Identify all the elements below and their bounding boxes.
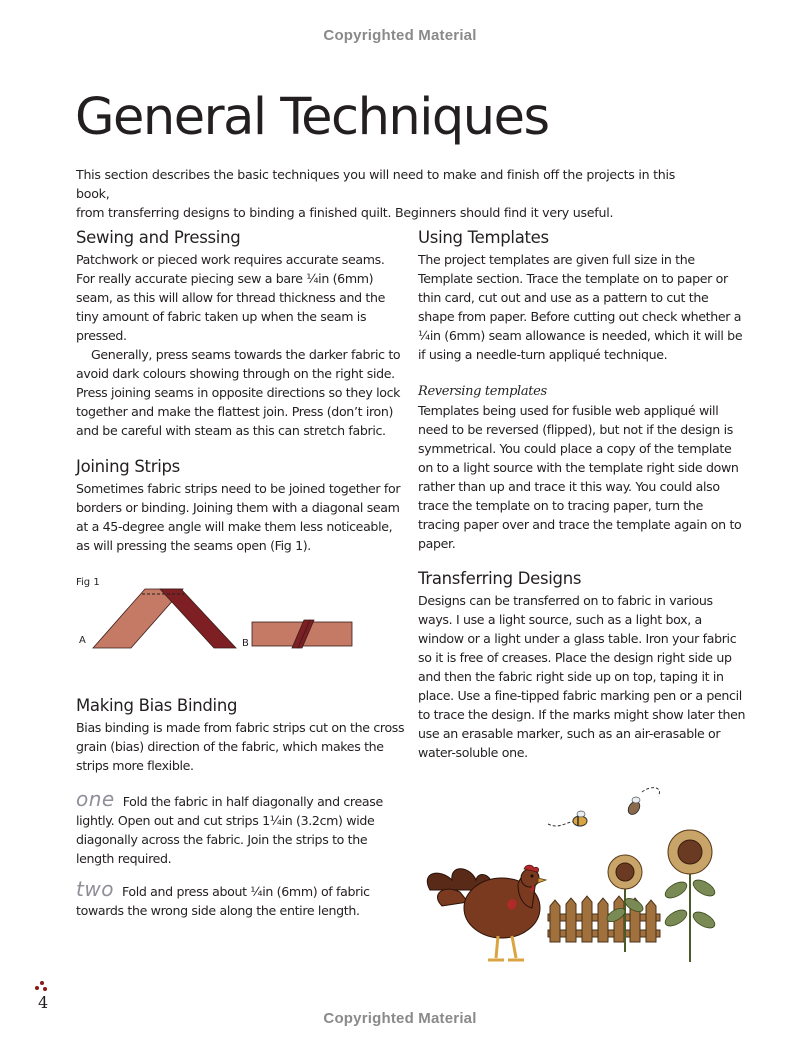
page-number: 4	[38, 993, 49, 1012]
section-transferring-designs	[418, 569, 748, 762]
sewing-para-2: Generally, press seams towards the darker fabric to avoid dark colours showing through on the right side. Press joining seams in opposite directions so they lock together and make the flattest join. Press (don’t iron) and be careful with steam as this can stretch fabric.	[76, 347, 401, 438]
intro-text	[76, 165, 696, 222]
picket-fence-icon	[548, 896, 660, 942]
heading-sewing-pressing: Sewing and Pressing	[76, 228, 241, 247]
step-text-two: Fold and press about ¼in (6mm) of fabric towards the wrong side along the entire length.	[76, 884, 370, 918]
left-column	[76, 228, 406, 555]
transferring-para: Designs can be transferred on to fabric in various ways. I use a light source, such as a light box, a window or a light under a glass table. Iron your fabric so it is free of creases. Place the design right side up and then the fabric right side up on top, taping it in place. Use a fine-tipped fabric marking pen or a pencil to trace the design. If the marks might show later then use an erasable marker, such as an air-erasable or water-soluble one.	[418, 593, 746, 760]
intro-line-1: This section describes the basic techniques you will need to make and finish off the projects in this book,	[76, 167, 676, 201]
figure-label: Fig 1	[76, 577, 100, 588]
rooster-icon	[427, 865, 546, 960]
heading-joining-strips: Joining Strips	[76, 457, 180, 476]
decorative-dots-icon	[33, 978, 49, 992]
section-joining-strips	[76, 457, 406, 555]
right-column	[418, 228, 748, 762]
section-sewing-pressing	[76, 228, 406, 440]
sunflower-icon	[663, 830, 718, 962]
bias-step-2	[76, 877, 406, 920]
subheading-reversing-templates: Reversing templates	[418, 384, 547, 399]
step-text-one: Fold the fabric in half diagonally and crease lightly. Open out and cut strips 1¼in (3.2cm) wide diagonally across the fabric. Join the strips to the length required.	[76, 794, 383, 866]
reversing-para: Templates being used for fusible web appliqué will need to be reversed (flipped), but not if the design is symmetrical. You could place a copy of the template on to a light source with the template right side down rather than up and trace it this way. You could also trace the template on to tracing paper, turn the tracing paper over and trace the template again on to paper.	[418, 403, 742, 551]
rooster-fence-illustration	[420, 780, 740, 975]
strip-dark-a	[160, 589, 236, 648]
left-column-lower	[76, 696, 406, 920]
joining-para: Sometimes fabric strips need to be joined together for borders or binding. Joining them with a diagonal seam at a 45-degree angle will make them less noticeable, as will pressing the seams open (Fig 1).	[76, 481, 401, 553]
bee-icon	[548, 811, 587, 826]
step-number-two: two	[76, 877, 114, 901]
figure-1	[76, 576, 366, 661]
intro-line-2: from transferring designs to binding a finished quilt. Beginners should find it very useful.	[76, 205, 614, 220]
illustration-svg	[420, 780, 740, 970]
heading-transferring-designs: Transferring Designs	[418, 569, 582, 588]
watermark-bottom: Copyrighted Material	[323, 1010, 477, 1027]
section-bias-binding	[76, 696, 406, 920]
step-number-one: one	[76, 787, 115, 811]
heading-bias-binding: Making Bias Binding	[76, 696, 238, 715]
bee-icon	[626, 788, 660, 817]
section-using-templates	[418, 228, 748, 553]
bias-para: Bias binding is made from fabric strips cut on the cross grain (bias) direction of the fabric, which makes the strips more flexible.	[76, 720, 405, 773]
page-title: General Techniques	[75, 88, 549, 147]
templates-para: The project templates are given full size in the Template section. Trace the template on to paper or thin card, cut out and use as a pattern to cut the shape from paper. Before cutting out check whether a ¼in (6mm) seam allowance is needed, which it will be if using a needle-turn appliqué technique.	[418, 252, 743, 362]
bias-step-1	[76, 787, 406, 868]
sewing-para-1: Patchwork or pieced work requires accurate seams. For really accurate piecing sew a bare ¼in (6mm) seam, as this will allow for thread thickness and the tiny amount of fabric taken up when the seam is pressed.	[76, 252, 385, 343]
heading-using-templates: Using Templates	[418, 228, 549, 247]
watermark-top: Copyrighted Material	[323, 27, 477, 44]
figure-label-b: B	[242, 638, 249, 649]
figure-label-a: A	[79, 635, 86, 646]
fig1-strips-diagram	[76, 576, 366, 656]
